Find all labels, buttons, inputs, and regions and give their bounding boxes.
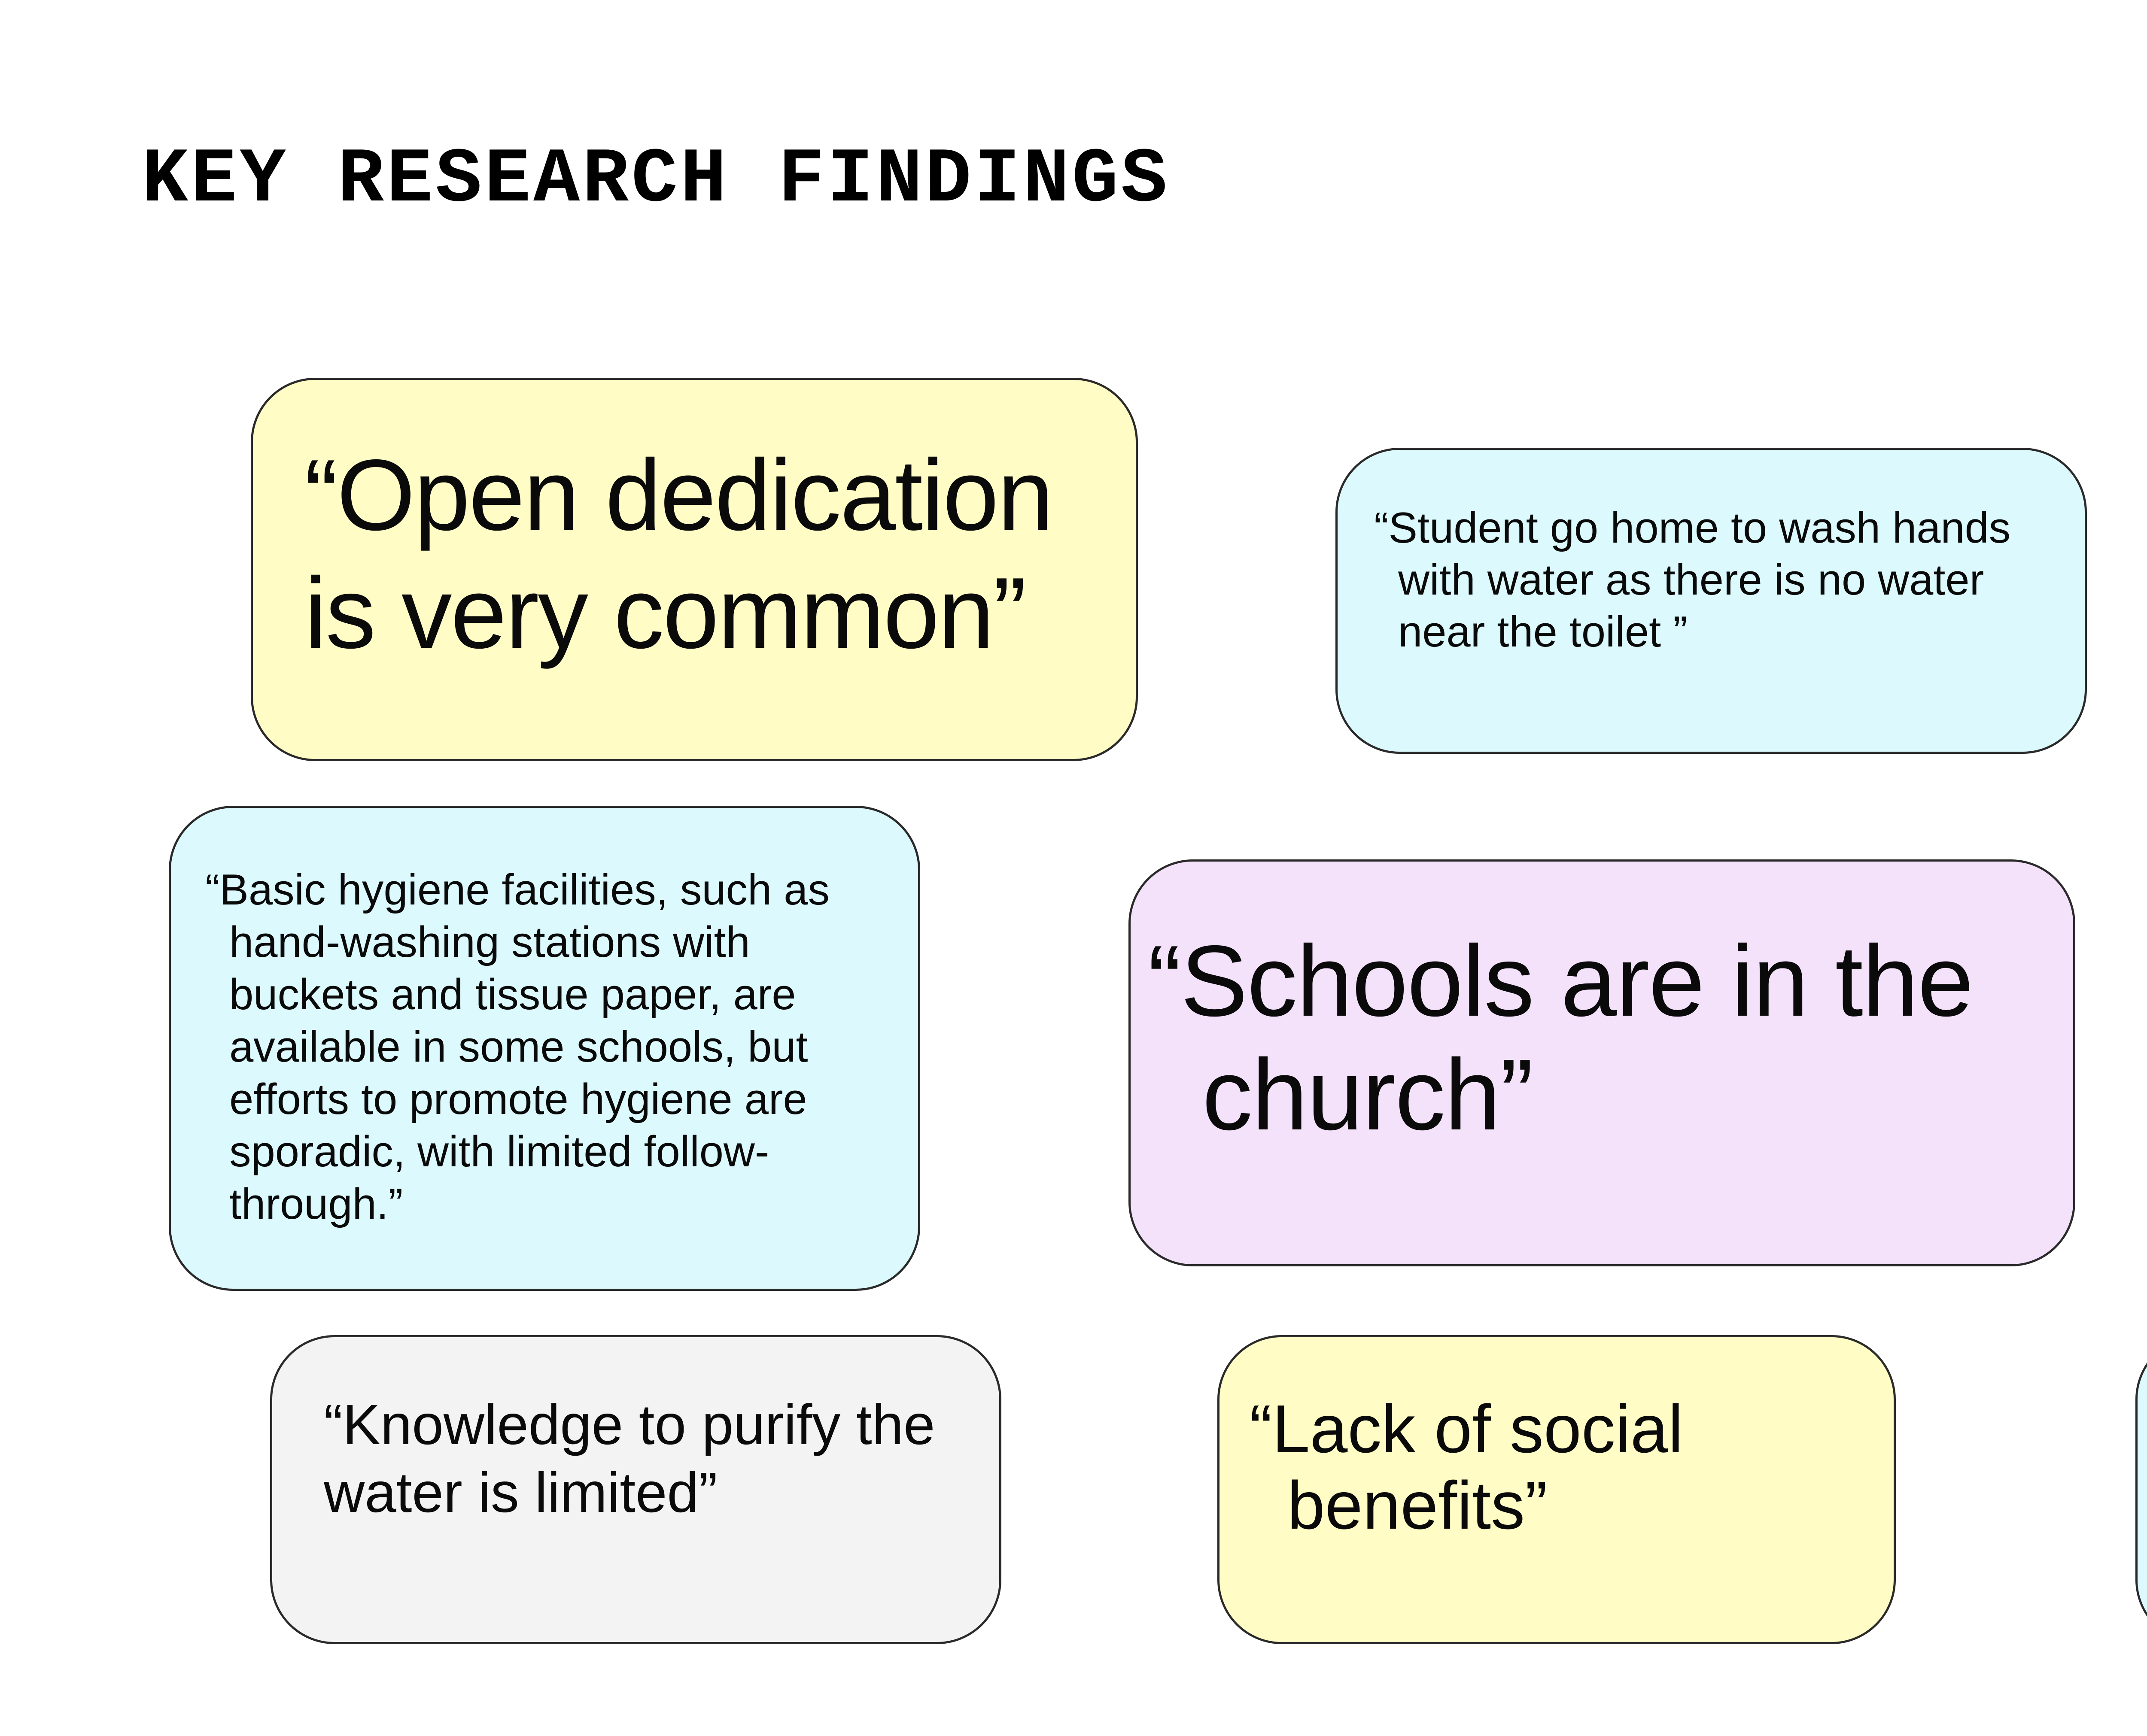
finding-card-schools-church bbox=[1128, 859, 2075, 1266]
finding-card-social-benefits bbox=[1217, 1335, 1896, 1644]
page-title: KEY RESEARCH FINDINGS bbox=[142, 137, 1170, 224]
finding-quote: “Basic hygiene facilities, such as hand-washing stations with buckets and tissue paper, are available in some schools, but efforts to promote hygiene are sporadic, with limited follow- through.” bbox=[205, 866, 830, 1228]
finding-card-clean-water bbox=[2135, 1335, 2147, 1644]
finding-quote: “Schools are in the church” bbox=[1148, 924, 1973, 1151]
finding-card-hygiene-facilities bbox=[169, 806, 920, 1291]
finding-card-wash-hands bbox=[1335, 448, 2087, 754]
finding-card-open-defecation bbox=[251, 378, 1138, 761]
finding-quote: “Knowledge to purify the water is limited” bbox=[324, 1393, 935, 1524]
finding-quote: “Student go home to wash hands with water as there is no water near the toilet ” bbox=[1374, 504, 2011, 656]
finding-quote: “Lack of social benefits” bbox=[1250, 1391, 1683, 1543]
finding-card-purify-water bbox=[270, 1335, 1001, 1644]
finding-quote: “Open dedication is very common” bbox=[304, 438, 1052, 669]
